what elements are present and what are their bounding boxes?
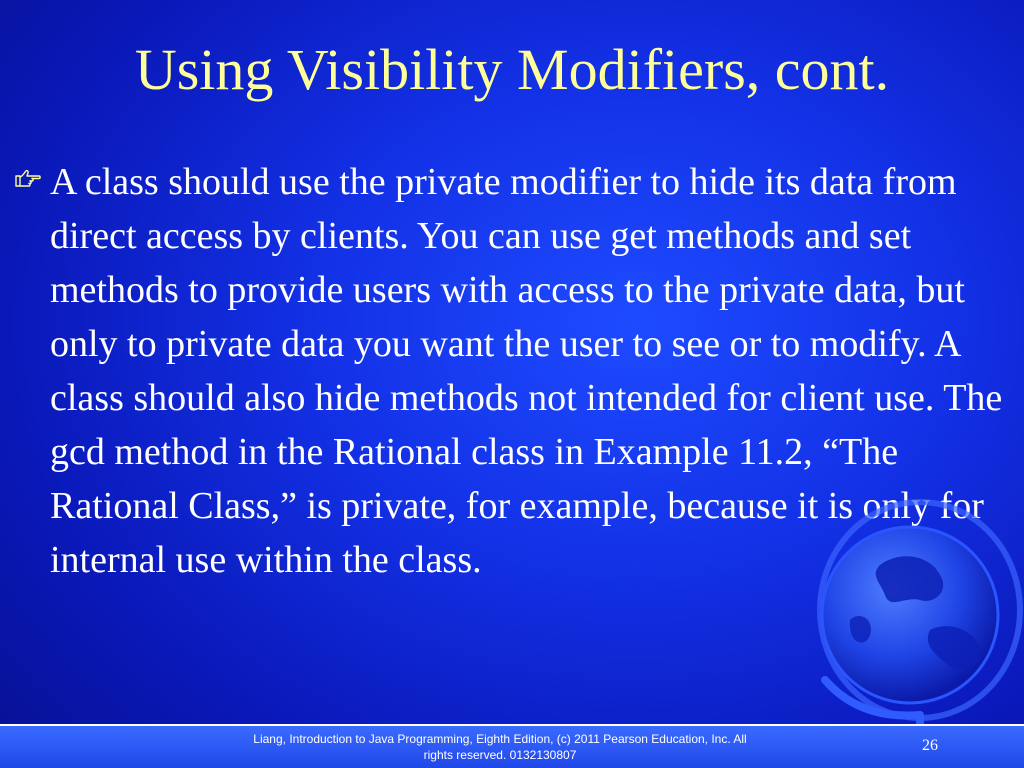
- page-number: 26: [922, 737, 938, 754]
- footer-copyright-line2: rights reserved. 0132130807: [423, 748, 577, 762]
- footer-bar: [0, 724, 1024, 768]
- pointing-hand-icon: [14, 167, 42, 189]
- slide-title: Using Visibility Modifiers, cont.: [134, 37, 890, 102]
- footer-copyright: [200, 731, 800, 763]
- footer-copyright-line1: Liang, Introduction to Java Programming, Eighth Edition, (c) 2011 Pearson Education, Inc. All: [253, 732, 747, 746]
- bullet-text: A class should use the private modifier to hide its data from direct access by clients. You can use get methods and set methods to provide users with access to the private data, but only to private data you want the user to see or to modify. A class should also hide methods not intended for client use. The gcd method in the Rational class in Example 11.2, “The Rational Class,” is private, for example, because it is only for internal use within the class.: [50, 161, 1003, 581]
- globe-icon: [790, 470, 1024, 730]
